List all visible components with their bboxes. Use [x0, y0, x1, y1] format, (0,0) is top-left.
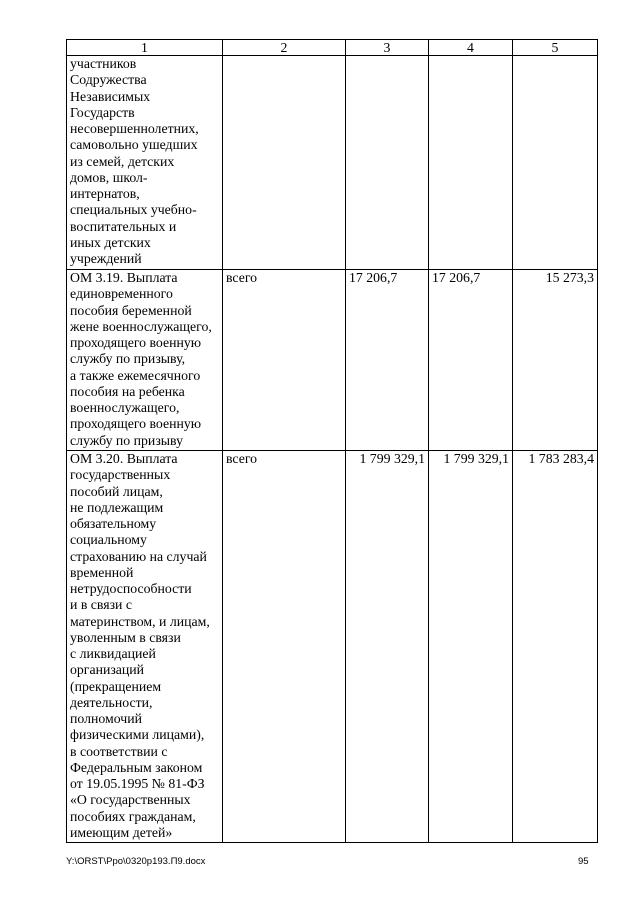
- header-cell-4: 4: [429, 40, 513, 56]
- footer-file-path: Y:\ORST\Ppo\0320p193.П9.docx: [66, 856, 206, 867]
- row-type: всего: [223, 451, 346, 843]
- row-value-1: 17 206,7: [346, 270, 429, 451]
- table-row: [67, 270, 598, 451]
- table-header-row: [67, 40, 598, 56]
- row-value-1: 1 799 329,1: [346, 451, 429, 843]
- row-value-2: 1 799 329,1: [429, 451, 513, 843]
- table-row: [67, 451, 598, 843]
- row-type: всего: [223, 270, 346, 451]
- row-description: участников Содружества Независимых Государств несовершеннолетних, самовольно ушедших из семей, детских домов, школ- интернатов, специальных учебно- воспитательных и иных детских учреждений: [67, 56, 223, 270]
- table-row: [67, 56, 598, 270]
- row-description: ОМ 3.20. Выплата государственных пособий лицам, не подлежащим обязательному социальному страхованию на случай временной нетрудоспособности и в связи с материнством, и лицам, уволенным в связи с ликвидацией организаций (прекращением деятельности, полномочий физическими лицами), в соответствии с Федеральным законом от 19.05.1995 № 81-ФЗ «О государственных пособиях гражданам, имеющим детей»: [67, 451, 223, 843]
- page-number: 95: [578, 856, 589, 867]
- data-table: [66, 39, 598, 843]
- header-cell-5: 5: [513, 40, 598, 56]
- header-cell-3: 3: [346, 40, 429, 56]
- row-value-2: [429, 56, 513, 270]
- row-value-3: 1 783 283,4: [513, 451, 598, 843]
- row-type: [223, 56, 346, 270]
- row-value-1: [346, 56, 429, 270]
- row-description: ОМ 3.19. Выплата единовременного пособия беременной жене военнослужащего, проходящего военную службу по призыву, а также ежемесячного пособия на ребенка военнослужащего, проходящего военную службу по призыву: [67, 270, 223, 451]
- row-value-3: 15 273,3: [513, 270, 598, 451]
- header-cell-2: 2: [223, 40, 346, 56]
- header-cell-1: 1: [67, 40, 223, 56]
- row-value-2: 17 206,7: [429, 270, 513, 451]
- row-value-3: [513, 56, 598, 270]
